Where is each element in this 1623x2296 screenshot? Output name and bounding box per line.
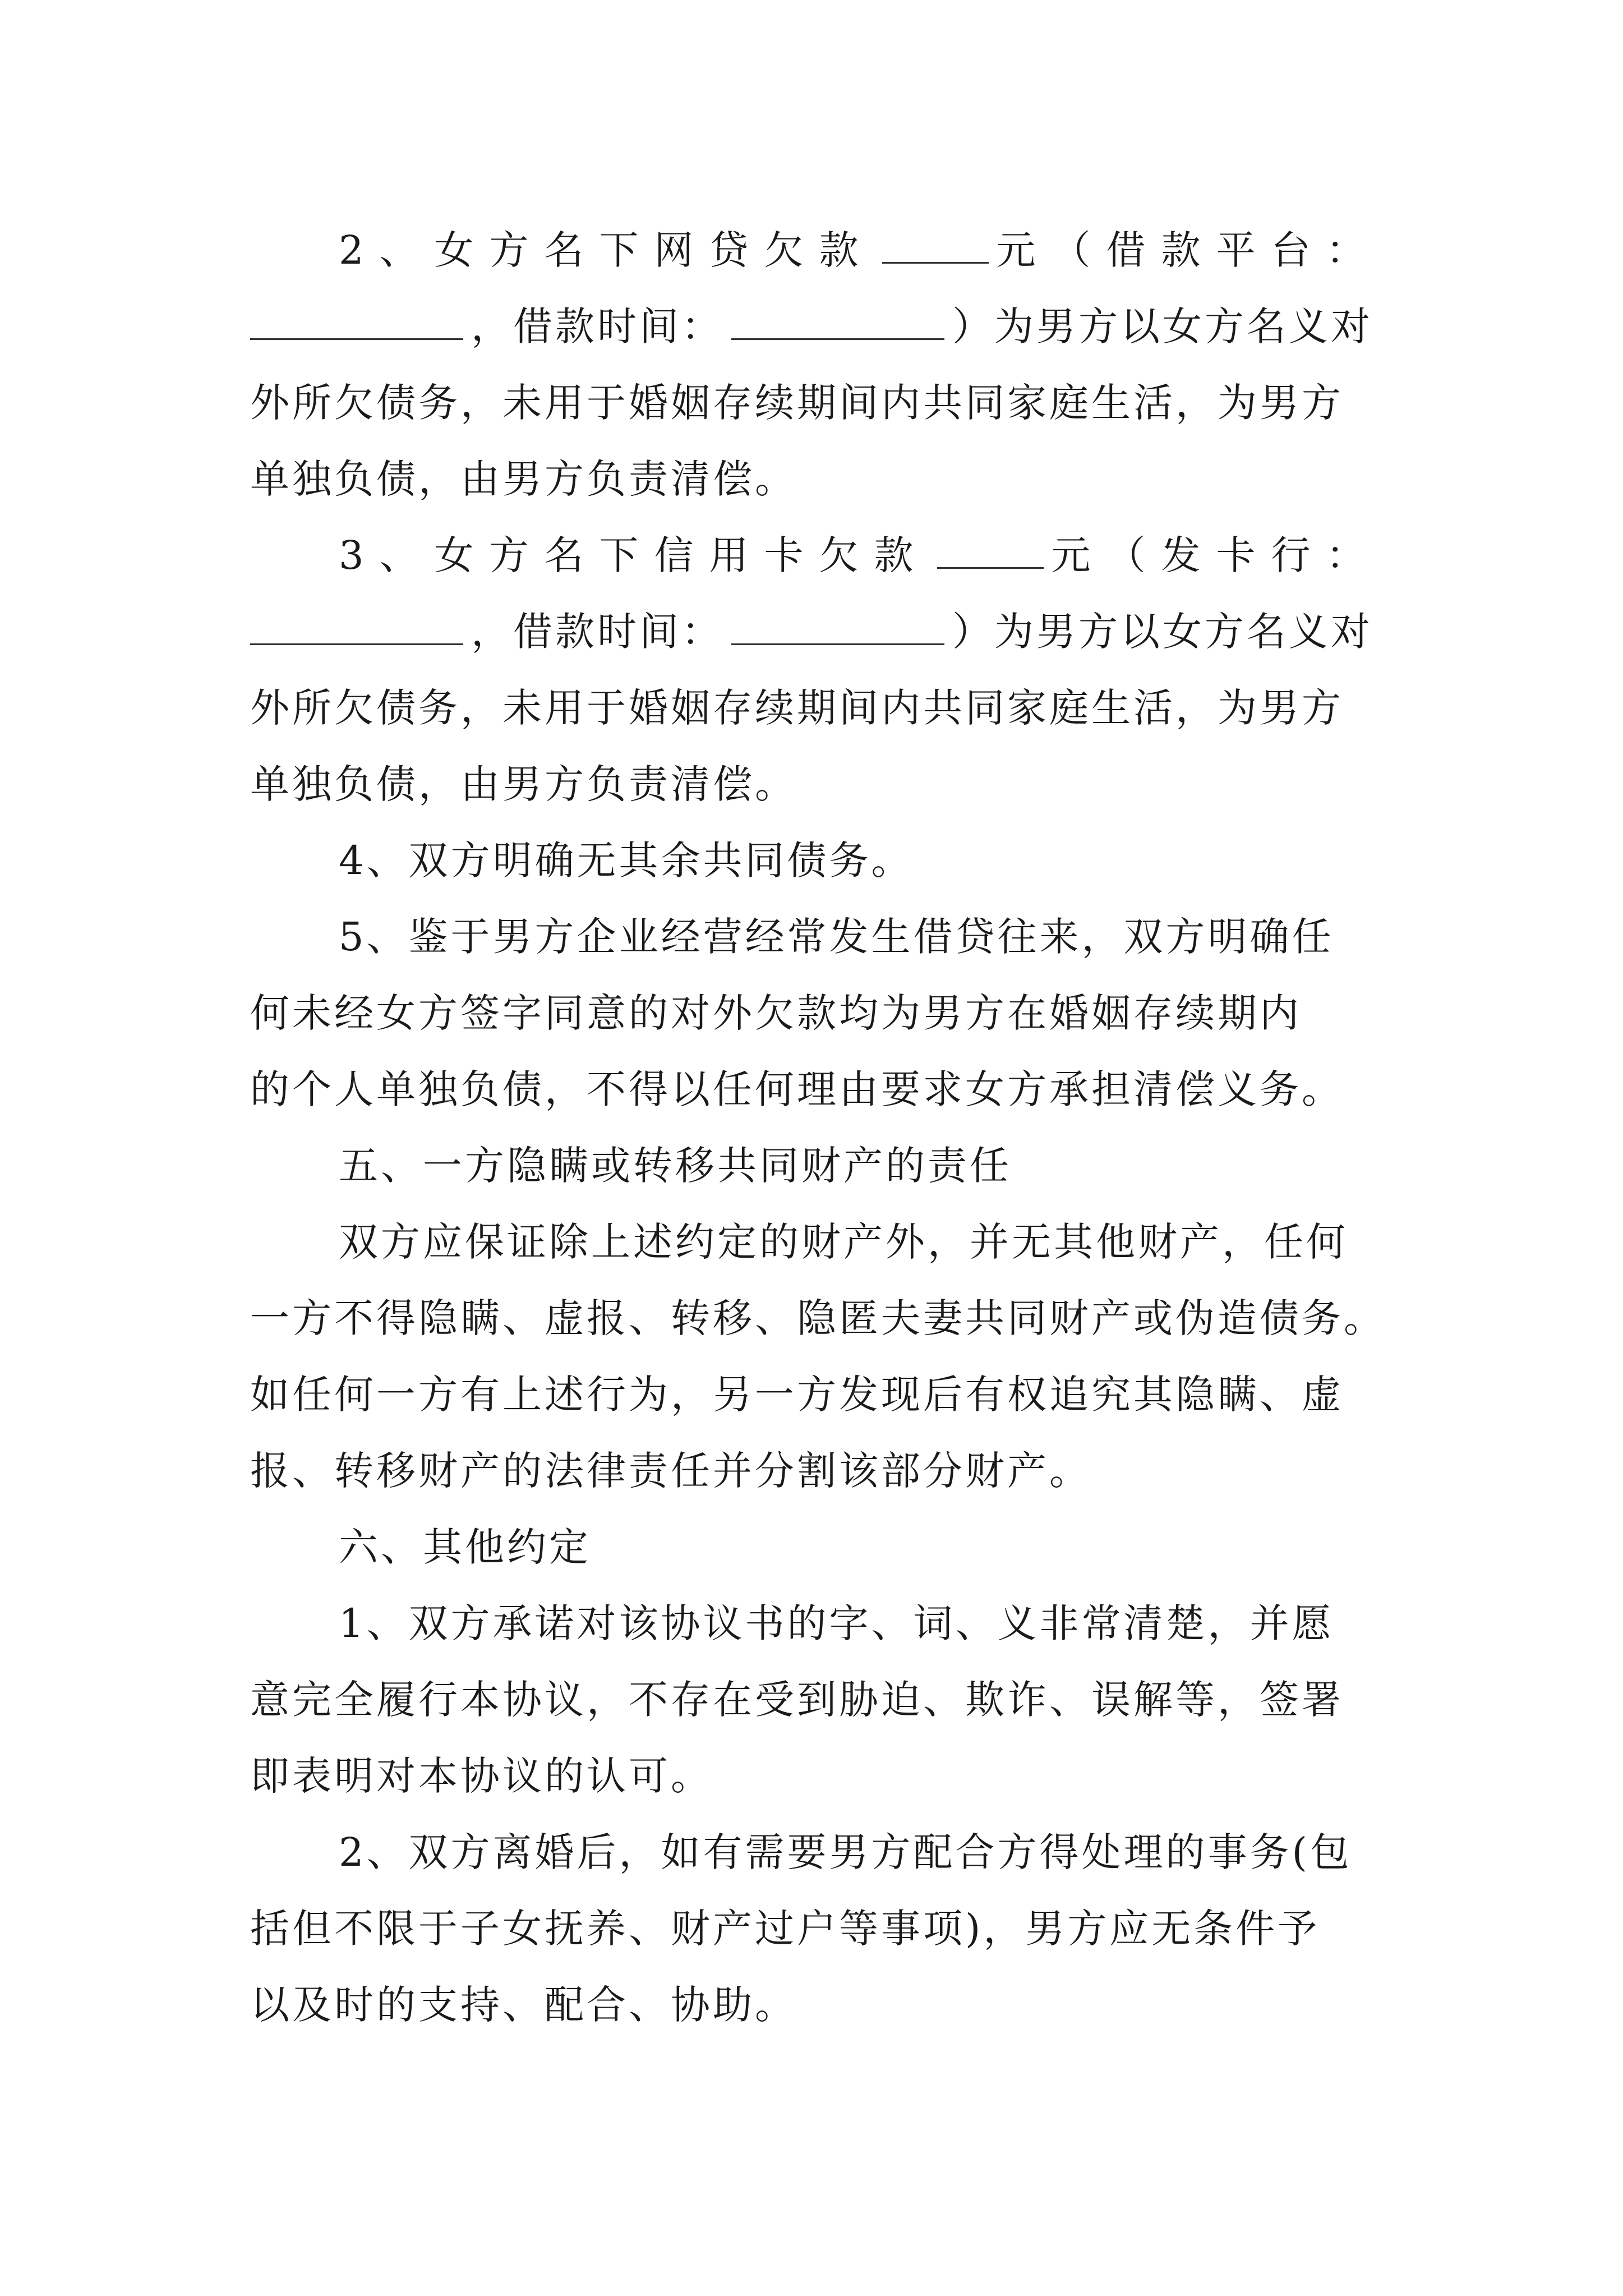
paragraph-line [250,1967,1383,2043]
platform-label: 元（借款平台： [996,227,1381,273]
paragraph-text: 以及时的支持、配合、协助。 [250,1982,797,2028]
amount-blank [937,531,1044,569]
paragraph-text: 何未经女方签字同意的对外欠款均为男方在婚姻存续期内 [250,990,1302,1036]
paragraph-line [250,670,1383,746]
amount-blank [882,226,989,264]
paragraph-line [250,975,1383,1051]
paragraph-text: 即表明对本协议的认可。 [250,1753,713,1799]
paragraph-text: 如任何一方有上述行为，另一方发现后有权追究其隐瞒、虚 [250,1372,1344,1418]
paragraph-line [250,1051,1383,1128]
issuer-label: 元（发卡行： [1051,532,1381,578]
other-item-1 [250,1585,1383,1662]
paragraph-text: 单独负债，由男方负责清偿。 [250,761,797,807]
paragraph-line [250,1890,1383,1967]
document-body [250,212,1386,2043]
section-heading-5 [250,1128,1383,1204]
loan-time-label: ，借款时间： [471,609,723,655]
section-heading-6 [250,1509,1383,1585]
loan-time-blank [731,302,944,340]
paragraph-text: 一方不得隐瞒、虚报、转移、隐匿夫妻共同财产或伪造债务。 [250,1295,1386,1341]
debt-item-3-continuation: ）为男方以女方名义对 [952,609,1373,655]
paragraph-text: 意完全履行本协议，不存在受到胁迫、欺诈、误解等，签署 [250,1677,1344,1723]
paragraph-text: 单独负债，由男方负责清偿。 [250,456,797,502]
paragraph-text: 4、双方明确无其余共同债务。 [339,838,914,884]
section-heading-text: 五、一方隐瞒或转移共同财产的责任 [339,1143,1012,1189]
paragraph-line [250,441,1383,517]
paragraph-line [250,1204,1383,1280]
debt-item-5 [250,899,1383,975]
paragraph-text: 报、转移财产的法律责任并分割该部分财产。 [250,1448,1091,1494]
debt-item-3-text: 3、女方名下信用卡欠款 [339,532,929,578]
debt-item-2-line-1 [250,212,1383,288]
loan-time-label: ，借款时间： [471,303,723,349]
debt-item-3-line-2 [250,593,1383,670]
other-item-2 [250,1814,1383,1890]
debt-item-2-continuation: ）为男方以女方名义对 [952,303,1373,349]
paragraph-text: 的个人单独负债，不得以任何理由要求女方承担清偿义务。 [250,1066,1344,1112]
paragraph-text: 外所欠债务，未用于婚姻存续期间内共同家庭生活，为男方 [250,685,1344,731]
paragraph-text: 双方应保证除上述约定的财产外，并无其他财产，任何 [339,1219,1348,1265]
paragraph-line [250,1662,1383,1738]
paragraph-line [250,1356,1383,1433]
section-heading-text: 六、其他约定 [339,1524,591,1570]
issuer-blank [250,608,463,645]
paragraph-line [250,1433,1383,1509]
loan-time-blank [731,608,944,645]
paragraph-text: 2、双方离婚后，如有需要男方配合方得处理的事务(包 [339,1829,1352,1875]
debt-item-4 [250,822,1383,899]
paragraph-text: 1、双方承诺对该协议书的字、词、义非常清楚，并愿 [339,1600,1334,1646]
paragraph-text: 外所欠债务，未用于婚姻存续期间内共同家庭生活，为男方 [250,380,1344,426]
paragraph-line [250,1280,1386,1356]
paragraph-text: 括但不限于子女抚养、财产过户等事项)，男方应无条件予 [250,1906,1320,1952]
paragraph-line [250,746,1383,822]
paragraph-line [250,365,1383,441]
debt-item-2-text: 2、女方名下网贷欠款 [339,227,874,273]
debt-item-3-line-1 [250,517,1383,593]
paragraph-line [250,1738,1383,1814]
platform-blank [250,302,463,340]
paragraph-text: 5、鉴于男方企业经营经常发生借贷往来，双方明确任 [339,914,1334,960]
debt-item-2-line-2 [250,288,1383,365]
